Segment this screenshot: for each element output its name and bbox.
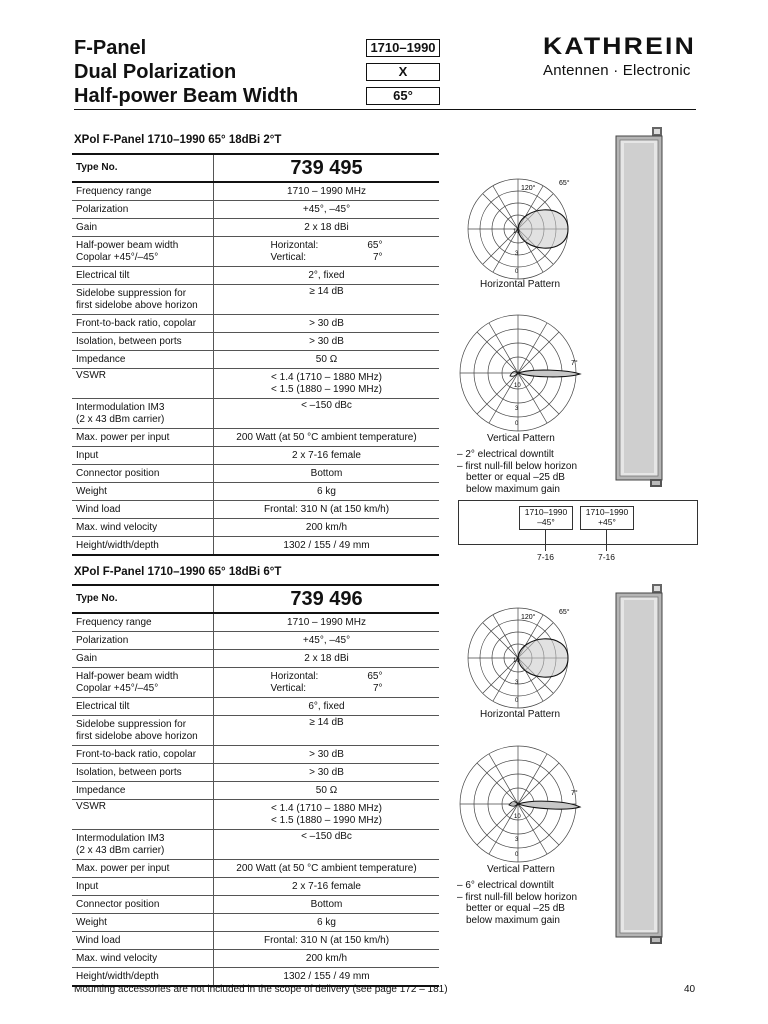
row-label: Gain xyxy=(72,219,214,237)
table-row xyxy=(72,764,439,782)
row-label: Impedance xyxy=(72,351,214,369)
antenna-panel-image xyxy=(612,127,666,489)
scale-label: 3 xyxy=(515,406,519,412)
row-value: 200 Watt (at 50 °C ambient temperature) xyxy=(214,860,440,878)
row-label: Weight xyxy=(72,483,214,501)
horizontal-pattern-curve xyxy=(518,210,568,248)
header-rule xyxy=(74,109,696,110)
row-label: Max. wind velocity xyxy=(72,519,214,537)
row-label: Frequency range xyxy=(72,182,214,201)
vertical-label: Vertical: xyxy=(270,251,307,263)
angle-label: 120° xyxy=(521,185,536,192)
table-row xyxy=(72,613,439,632)
page-number: 40 xyxy=(684,984,696,995)
port-box xyxy=(519,506,573,530)
row-value: < –150 dBc xyxy=(214,399,440,429)
row-value: 1302 / 155 / 49 mm xyxy=(214,968,440,987)
table-row xyxy=(72,878,439,896)
vertical-value: 7° xyxy=(372,682,383,694)
table-row xyxy=(72,746,439,764)
scale-label: 3 xyxy=(515,680,519,686)
table-row xyxy=(72,429,439,447)
row-value: Frontal: 310 N (at 150 km/h) xyxy=(214,932,440,950)
row-label: Input xyxy=(72,878,214,896)
title-line-1: F-Panel xyxy=(74,37,147,59)
row-value: +45°, –45° xyxy=(214,201,440,219)
row-label: Polarization xyxy=(72,632,214,650)
row-label: Wind load xyxy=(72,932,214,950)
port-frequency: 1710–1990 xyxy=(524,507,568,517)
type-label: Type No. xyxy=(72,154,214,182)
horizontal-pattern-diagram xyxy=(458,605,578,711)
row-label: Height/width/depth xyxy=(72,537,214,556)
vertical-pattern-curve xyxy=(518,801,580,809)
table-row xyxy=(72,716,439,746)
row-value: 200 km/h xyxy=(214,519,440,537)
type-number: 739 495 xyxy=(214,154,440,182)
vertical-pattern-caption: Vertical Pattern xyxy=(487,864,555,875)
row-value: > 30 dB xyxy=(214,764,440,782)
row-value: < 1.5 (1880 – 1990 MHz) xyxy=(271,383,382,395)
row-value: 6 kg xyxy=(214,483,440,501)
angle-label: 120° xyxy=(521,614,536,621)
table-row xyxy=(72,201,439,219)
table-row xyxy=(72,219,439,237)
connector-label: 7-16 xyxy=(537,552,555,562)
table-row xyxy=(72,447,439,465)
table-row xyxy=(72,782,439,800)
horizontal-pattern-curve xyxy=(518,639,568,677)
scale-label: 3 xyxy=(515,251,519,257)
table-row xyxy=(72,267,439,285)
scale-label: 0 xyxy=(515,698,519,704)
row-label: Max. power per input xyxy=(72,429,214,447)
note-line: – first null-fill below horizon xyxy=(457,891,578,903)
scale-label: 0 xyxy=(515,269,519,275)
port-polarization: +45° xyxy=(598,517,616,527)
port-box xyxy=(580,506,634,530)
table-row xyxy=(72,154,439,182)
row-value: < 1.4 (1710 – 1880 MHz) xyxy=(271,371,382,383)
row-label: Max. power per input xyxy=(72,860,214,878)
row-label: Half-power beam width xyxy=(76,239,179,251)
footer-note: Mounting accessories are not included in the scope of delivery (see page 172 – 181) xyxy=(74,984,448,995)
port-polarization: –45° xyxy=(537,517,555,527)
row-value: Frontal: 310 N (at 150 km/h) xyxy=(214,501,440,519)
row-label: Electrical tilt xyxy=(72,698,214,716)
row-value: 2°, fixed xyxy=(214,267,440,285)
row-label: first sidelobe above horizon xyxy=(76,730,198,742)
scale-label: 10 xyxy=(513,658,520,664)
product-1-spec-table xyxy=(72,153,439,556)
table-row xyxy=(72,483,439,501)
table-row xyxy=(72,465,439,483)
connector-schematic xyxy=(458,500,698,545)
table-row xyxy=(72,698,439,716)
vertical-pattern-diagram xyxy=(458,312,584,434)
row-value: 2 x 7-16 female xyxy=(214,447,440,465)
scale-label: 10 xyxy=(513,229,520,235)
product-2-notes xyxy=(457,880,577,926)
row-value: +45°, –45° xyxy=(214,632,440,650)
angle-label: 65° xyxy=(559,609,570,616)
row-label: Front-to-back ratio, copolar xyxy=(72,746,214,764)
vertical-pattern-caption: Vertical Pattern xyxy=(487,433,555,444)
row-label: VSWR xyxy=(72,800,214,830)
note-line: below maximum gain xyxy=(466,914,560,926)
product-2-title: XPol F-Panel 1710–1990 65° 18dBi 6°T xyxy=(74,566,282,578)
row-label: Electrical tilt xyxy=(72,267,214,285)
row-value: 2 x 18 dBi xyxy=(214,650,440,668)
row-label: Half-power beam width xyxy=(76,670,179,682)
row-label: VSWR xyxy=(72,369,214,399)
row-value: 50 Ω xyxy=(214,351,440,369)
row-label: Intermodulation IM3 xyxy=(76,401,165,413)
horizontal-label: Horizontal: xyxy=(270,239,319,251)
row-label: Impedance xyxy=(72,782,214,800)
connector-label: 7-16 xyxy=(598,552,616,562)
row-label: Copolar +45°/–45° xyxy=(76,251,159,263)
row-label: Isolation, between ports xyxy=(72,764,214,782)
table-row xyxy=(72,351,439,369)
scale-label: 10 xyxy=(514,383,521,389)
table-row xyxy=(72,860,439,878)
table-row xyxy=(72,537,439,556)
vertical-pattern-curve xyxy=(518,370,580,377)
row-label: (2 x 43 dBm carrier) xyxy=(76,413,165,425)
connector-line xyxy=(606,529,607,551)
row-value: 1710 – 1990 MHz xyxy=(214,613,440,632)
row-label: Intermodulation IM3 xyxy=(76,832,165,844)
table-row xyxy=(72,501,439,519)
row-value: ≥ 14 dB xyxy=(214,716,440,746)
table-row xyxy=(72,650,439,668)
scale-label: 0 xyxy=(515,421,519,427)
row-label: Weight xyxy=(72,914,214,932)
frequency-box: 1710–1990 xyxy=(366,39,440,57)
product-1-notes xyxy=(457,449,577,495)
vertical-pattern-diagram xyxy=(458,743,584,865)
row-label: Connector position xyxy=(72,465,214,483)
antenna-panel-image xyxy=(612,584,668,946)
row-value: 1710 – 1990 MHz xyxy=(214,182,440,201)
row-label: Wind load xyxy=(72,501,214,519)
angle-label: 7° xyxy=(571,790,578,797)
table-row xyxy=(72,399,439,429)
table-row xyxy=(72,668,439,698)
table-row xyxy=(72,333,439,351)
row-value: 1302 / 155 / 49 mm xyxy=(214,537,440,556)
beamwidth-box: 65° xyxy=(366,87,440,105)
row-value: Bottom xyxy=(214,465,440,483)
table-row xyxy=(72,896,439,914)
row-value: < –150 dBc xyxy=(214,830,440,860)
note-line: better or equal –25 dB xyxy=(466,472,565,483)
row-value: 2 x 7-16 female xyxy=(214,878,440,896)
row-value: Bottom xyxy=(214,896,440,914)
type-number: 739 496 xyxy=(214,585,440,613)
row-label: Isolation, between ports xyxy=(72,333,214,351)
row-label: Sidelobe suppression for xyxy=(76,287,187,299)
title-line-3: Half-power Beam Width xyxy=(74,85,299,107)
row-value: 50 Ω xyxy=(214,782,440,800)
angle-label: 7° xyxy=(571,360,578,367)
horizontal-value: 65° xyxy=(367,239,383,251)
row-label: Max. wind velocity xyxy=(72,950,214,968)
table-row xyxy=(72,800,439,830)
row-label: Frequency range xyxy=(72,613,214,632)
polarization-box: X xyxy=(366,63,440,81)
row-label: Sidelobe suppression for xyxy=(76,718,187,730)
note-line: – 6° electrical downtilt xyxy=(457,880,554,891)
product-2-spec-table xyxy=(72,584,439,987)
kathrein-logo-text: KATHREIN xyxy=(543,35,696,57)
table-row xyxy=(72,950,439,968)
brand-subtitle: Antennen · Electronic xyxy=(543,62,691,79)
horizontal-pattern-caption: Horizontal Pattern xyxy=(480,279,561,290)
table-row xyxy=(72,585,439,613)
vertical-label: Vertical: xyxy=(270,682,307,694)
table-row xyxy=(72,315,439,333)
connector-line xyxy=(545,529,546,551)
row-label: Input xyxy=(72,447,214,465)
row-label: first sidelobe above horizon xyxy=(76,299,198,311)
row-value: > 30 dB xyxy=(214,333,440,351)
row-value: ≥ 14 dB xyxy=(214,285,440,315)
row-label: Copolar +45°/–45° xyxy=(76,682,159,694)
note-line: – 2° electrical downtilt xyxy=(457,449,554,460)
note-line: – first null-fill below horizon xyxy=(457,460,578,472)
table-row xyxy=(72,285,439,315)
row-label: (2 x 43 dBm carrier) xyxy=(76,844,165,856)
horizontal-label: Horizontal: xyxy=(270,670,319,682)
product-1-title: XPol F-Panel 1710–1990 65° 18dBi 2°T xyxy=(74,134,282,146)
row-value: 200 km/h xyxy=(214,950,440,968)
note-line: below maximum gain xyxy=(466,483,560,495)
table-row xyxy=(72,519,439,537)
horizontal-pattern-caption: Horizontal Pattern xyxy=(480,709,561,720)
row-value: 6 kg xyxy=(214,914,440,932)
horizontal-value: 65° xyxy=(367,670,383,682)
row-value: 2 x 18 dBi xyxy=(214,219,440,237)
vertical-value: 7° xyxy=(372,251,383,263)
type-label: Type No. xyxy=(72,585,214,613)
note-line: better or equal –25 dB xyxy=(466,903,565,914)
row-label: Height/width/depth xyxy=(72,968,214,987)
row-label: Polarization xyxy=(72,201,214,219)
row-label: Gain xyxy=(72,650,214,668)
row-value: 200 Watt (at 50 °C ambient temperature) xyxy=(214,429,440,447)
row-label: Connector position xyxy=(72,896,214,914)
kathrein-logo xyxy=(543,35,698,57)
row-value: > 30 dB xyxy=(214,315,440,333)
row-value: < 1.4 (1710 – 1880 MHz) xyxy=(271,802,382,814)
row-value: > 30 dB xyxy=(214,746,440,764)
angle-label: 65° xyxy=(559,180,570,187)
horizontal-pattern-diagram xyxy=(458,176,578,282)
table-row xyxy=(72,182,439,201)
table-row xyxy=(72,914,439,932)
row-label: Front-to-back ratio, copolar xyxy=(72,315,214,333)
scale-label: 3 xyxy=(515,837,519,843)
title-line-2: Dual Polarization xyxy=(74,61,237,83)
scale-label: 10 xyxy=(514,814,521,820)
row-value: < 1.5 (1880 – 1990 MHz) xyxy=(271,814,382,826)
table-row xyxy=(72,830,439,860)
row-value: 6°, fixed xyxy=(214,698,440,716)
port-frequency: 1710–1990 xyxy=(585,507,629,517)
table-row xyxy=(72,932,439,950)
table-row xyxy=(72,237,439,267)
table-row xyxy=(72,632,439,650)
scale-label: 0 xyxy=(515,852,519,858)
table-row xyxy=(72,369,439,399)
